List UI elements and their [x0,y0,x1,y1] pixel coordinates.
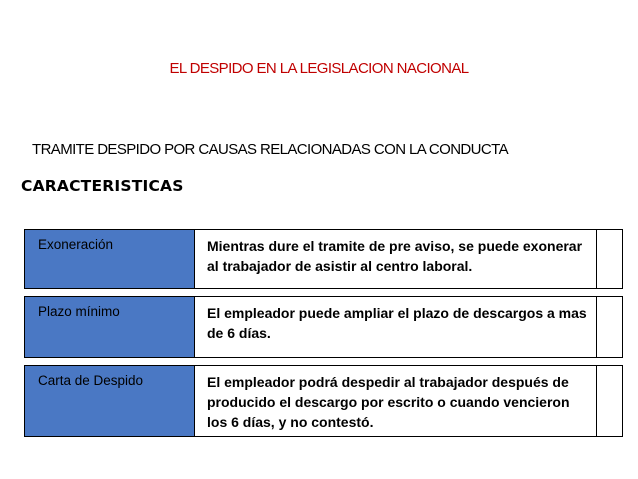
row-description: Mientras dure el tramite de pre aviso, se puede exonerar al trabajador de asistir al centro laboral. [195,230,597,288]
table-row [24,296,623,358]
empty-cell [597,297,622,357]
row-label: Exoneración [25,230,195,288]
table-row [24,365,623,437]
row-label: Carta de Despido [25,366,195,436]
section-heading: CARACTERISTICAS [21,177,184,195]
characteristics-table [24,229,623,437]
empty-cell [597,230,622,288]
row-description: El empleador podrá despedir al trabajador después de producido el descargo por escrito o cuando vencieron los 6 días, y no contestó. [195,366,597,436]
row-description: El empleador puede ampliar el plazo de descargos a mas de 6 días. [195,297,597,357]
slide-title: EL DESPIDO EN LA LEGISLACION NACIONAL [169,60,469,77]
empty-cell [597,366,622,436]
slide-subtitle: TRAMITE DESPIDO POR CAUSAS RELACIONADAS CON LA CONDUCTA [32,141,508,158]
table-row [24,229,623,289]
row-label: Plazo mínimo [25,297,195,357]
